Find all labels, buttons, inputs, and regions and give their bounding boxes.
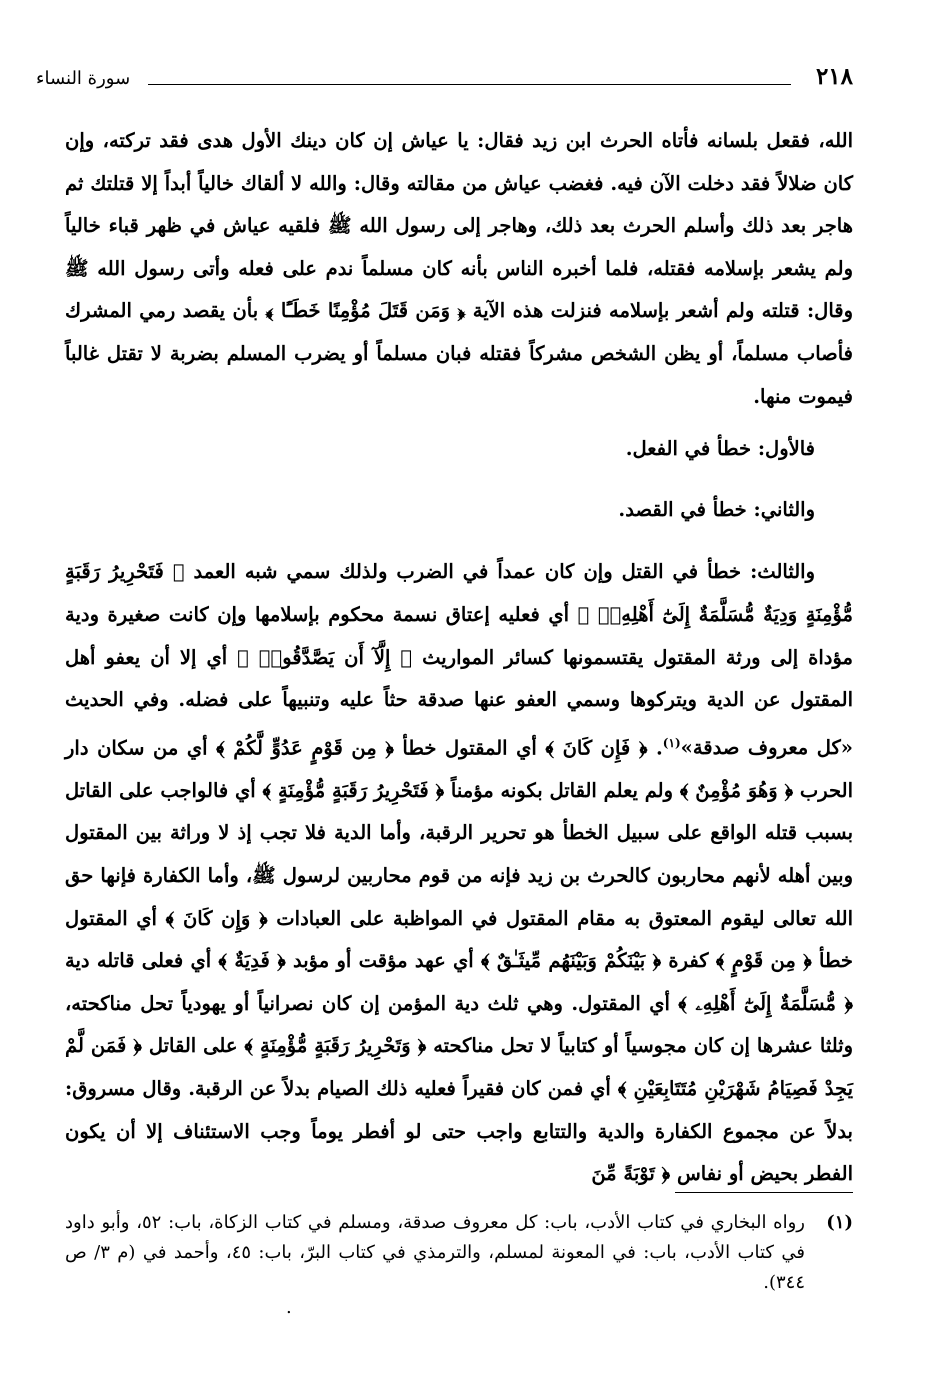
header-rule (148, 84, 791, 85)
footnotes (65, 1208, 853, 1298)
third-kind-continuation: . ﴿ فَإِن كَانَ ﴾ أي المقتول خطأ ﴿ مِن قَوْمٍ عَدُوٍّ لَّكُمْ ﴾ أي من سكان دار الحرب ﴿ وَهُوَ مُؤْمِنٌ ﴾ ولم يعلم القاتل بكونه مؤمناً ﴿ فَتَحْرِيرُ رَقَبَةٍ مُّؤْمِنَةٍ ﴾ أي فالواجب على القاتل بسبب قتله الواقع على سبيل الخطأ هو تحرير الرقبة، وأما الدية فلا تجب إذ لا وراثة بين المقتول وبين أهله لأنهم محاربون كالحرث بن زيد فإنه من قوم محاربين لرسول ﷺ، وأما الكفارة فإنها حق الله تعالى ليقوم المعتوق به مقام المقتول في المواظبة على العبادات ﴿ وَإِن كَانَ ﴾ أي المقتول خطأ ﴿ مِن قَوْمٍ ﴾ كفرة ﴿ بَيْنَكُمْ وَبَيْنَهُم مِّيثَـٰقٌ ﴾ أي عهد مؤقت أو مؤبد ﴿ فَدِيَةٌ ﴾ أي فعلى قاتله دية ﴿ مُّسَلَّمَةٌ إِلَىٰٓ أَهْلِهِۦ ﴾ أي المقتول. وهي ثلث دية المؤمن إن كان نصرانياً أو يهودياً تحل مناكحته، وثلثا عشرها إن كان مجوسياً أو كتابياً لا تحل مناكحته ﴿ وَتَحْرِيرُ رَقَبَةٍ مُّؤْمِنَةٍ ﴾ على القاتل ﴿ فَمَن لَّمْ يَجِدْ فَصِيَامُ شَهْرَيْنِ مُتَتَابِعَيْنِ ﴾ أي فمن كان فقيراً فعليه ذلك الصيام بدلاً عن الرقبة. وقال مسروق: بدلاً عن مجموع الكفارة والدية والتتابع واجب حتى لو أفطر يوماً وجب الاستئناف إلا أن يكون الفطر بحيض أو نفاس ﴿ تَوْبَةً مِّنَ (65, 736, 853, 1186)
footnote-ref[interactable]: (١) (662, 735, 681, 750)
paragraph-third-kind (65, 551, 853, 1195)
footnote-rule (675, 1192, 853, 1193)
footnote-mark: (١) (826, 1212, 853, 1233)
footnote-text: رواه البخاري في كتاب الأدب، باب: كل معروف صدقة، ومسلم في كتاب الزكاة، باب: ٥٢، وأبو داود في كتاب الأدب، باب: في المعونة لمسلم، والترمذي في كتاب البرّ، باب: ٤٥، وأحمد في (م ٣/ ص ٣٤٤). (65, 1212, 805, 1293)
body-text (65, 120, 853, 1196)
footnote-item (65, 1208, 853, 1298)
paragraph-second-kind: والثاني: خطأ في القصد. (618, 497, 815, 521)
stray-dot: . (286, 1297, 292, 1318)
surah-title: سورة النساء (36, 68, 131, 89)
page-number: ٢١٨ (815, 63, 853, 90)
page-header (36, 62, 853, 96)
paragraph-first-kind: فالأول: خطأ في الفعل. (625, 437, 815, 461)
third-kind-text: والثالث: خطأ في القتل وإن كان عمداً في الضرب ولذلك سمي شبه العمد ﴿ فَتَحْرِيرُ رَقَبَةٍ مُّؤْمِنَةٍ وَدِيَةٌ مُّسَلَّمَةٌ إِلَىٰٓ أَهْلِهِۦٓ ﴾ أي فعليه إعتاق نسمة محكوم بإسلامها وإن كانت صغيرة ودية مؤداة إلى ورثة المقتول يقتسمونها كسائر المواريث ﴿ إِلَّآ أَن يَصَّدَّقُوا۟ ﴾ أي إلا أن يعفو أهل المقتول عن الدية ويتركوها وسمي العفو عنها صدقة حثاً عليه وتنبيهاً على فضله. وفي الحديث «كل معروف صدقة» (65, 560, 853, 760)
paragraph-1: الله، فقعل بلسانه فأتاه الحرث ابن زيد فقال: يا عياش إن كان دينك الأول هدى فقد تركته، وإن كان ضلالاً فقد دخلت الآن فيه. فغضب عياش من مقالته وقال: والله لا ألقاك خالياً أبداً إلا قتلتك ثم هاجر بعد ذلك وأسلم الحرث بعد ذلك، وهاجر إلى رسول الله ﷺ فلقيه عياش في ظهر قباء خالياً ولم يشعر بإسلامه فقتله، فلما أخبره الناس بأنه كان مسلماً ندم على فعله وأتى رسول الله ﷺ وقال: قتلته ولم أشعر بإسلامه فنزلت هذه الآية ﴿ وَمَن قَتَلَ مُؤْمِنًا خَطَـًٔا ﴾ بأن يقصد رمي المشرك فأصاب مسلماً، أو يظن الشخص مشركاً فقتله فبان مسلماً أو يضرب المسلم بضربة لا تقتل غالباً فيموت منها. (65, 129, 853, 408)
